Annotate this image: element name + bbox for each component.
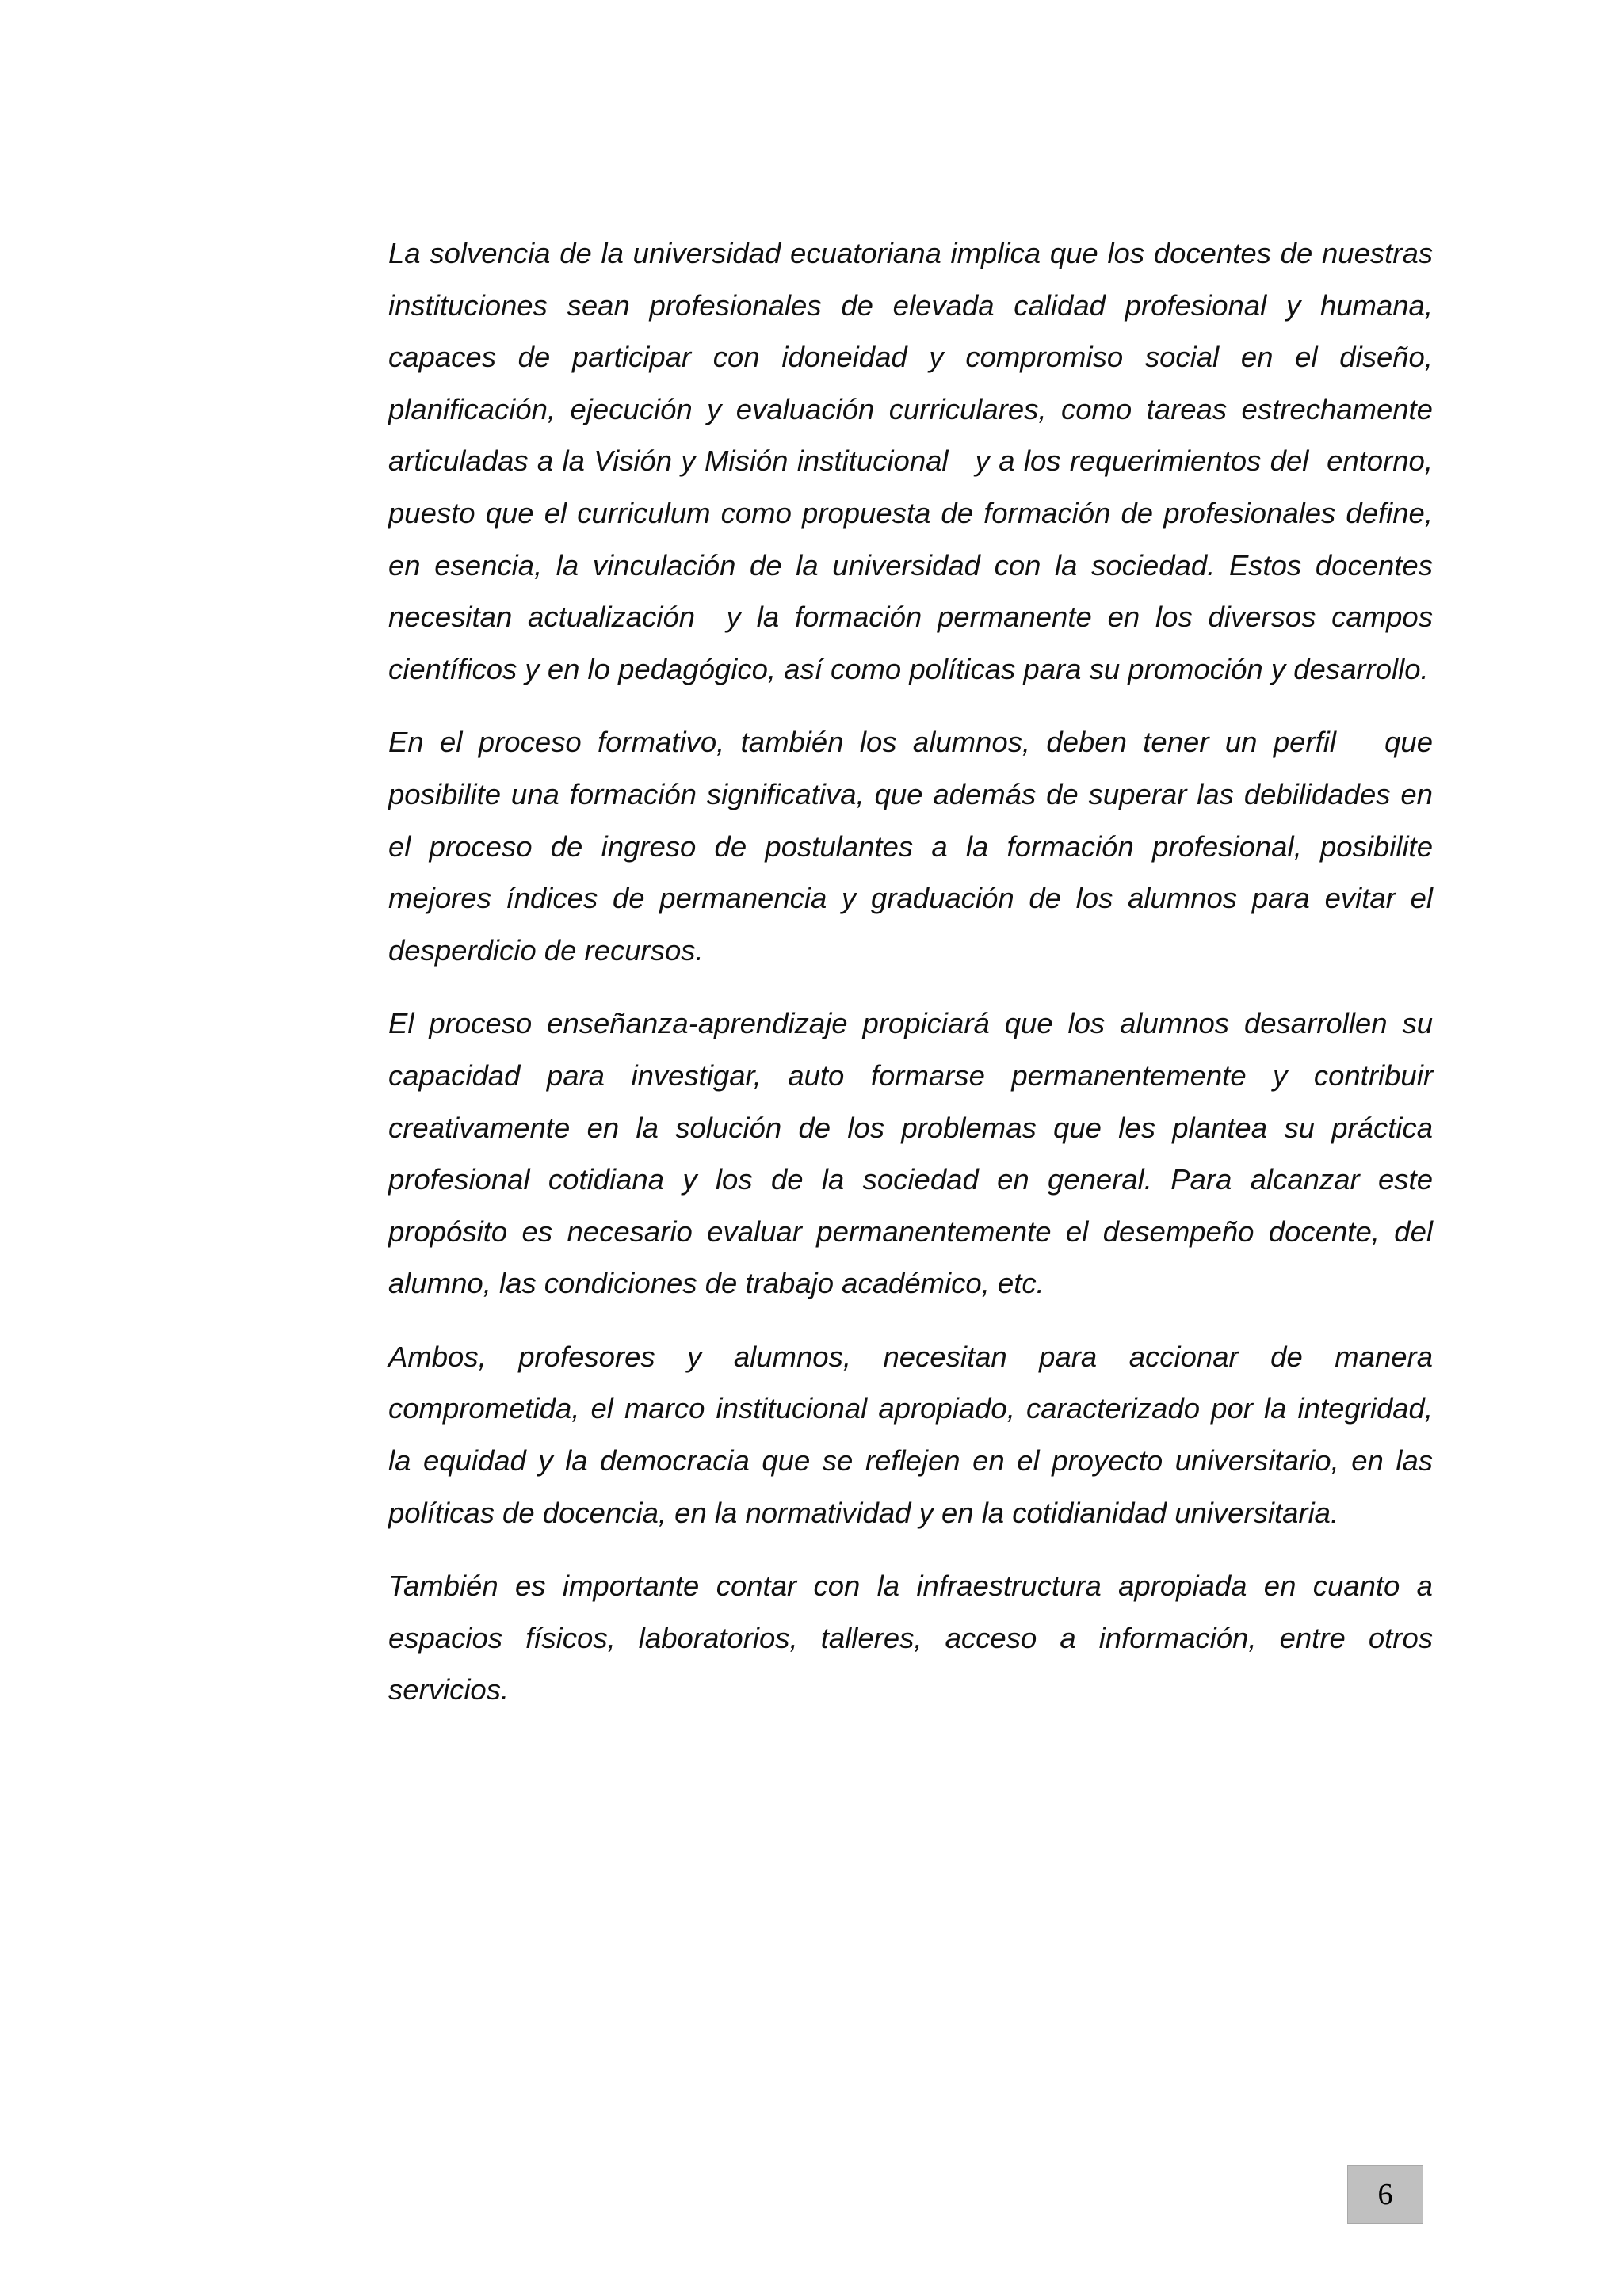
paragraph: La solvencia de la universidad ecuatoriana implica que los docentes de nuestras instituciones sean profesionales de elevada calidad profesional y humana, capaces de participar con idoneidad y compromiso social en el diseño, planificación, ejecución y evaluación curriculares, como tareas estrechamente articuladas a la Visión y Misión institucional y a los requerimientos del entorno, puesto que el curriculum como propuesta de formación de profesionales define, en esencia, la vinculación de la universidad con la sociedad. Estos docentes necesitan actualización y la formación permanente en los diversos campos científicos y en lo pedagógico, así como políticas para su promoción y desarrollo.: [388, 237, 1449, 685]
page-number: 6: [1347, 2165, 1423, 2224]
body-text: [388, 227, 1449, 1737]
paragraph: El proceso enseñanza-aprendizaje propiciará que los alumnos desarrollen su capacidad para investigar, auto formarse permanentemente y contribuir creativamente en la solución de los problemas que les plantea su práctica profesional cotidiana y los de la sociedad en general. Para alcanzar este propósito es necesario evaluar permanentemente el desempeño docente, del alumno, las condiciones de trabajo académico, etc.: [388, 1007, 1442, 1300]
paragraph: También es importante contar con la infraestructura apropiada en cuanto a espacios físicos, laboratorios, talleres, acceso a información, entre otros servicios.: [388, 1569, 1442, 1707]
paragraph: En el proceso formativo, también los alumnos, deben tener un perfil que posibilite una formación significativa, que además de superar las debilidades en el proceso de ingreso de postulantes a la formación profesional, posibilite mejores índices de permanencia y graduación de los alumnos para evitar el desperdicio de recursos.: [388, 726, 1442, 967]
paragraph: Ambos, profesores y alumnos, necesitan para accionar de manera comprometida, el marco institucional apropiado, caracterizado por la integridad, la equidad y la democracia que se reflejen en el proyecto universitario, en las políticas de docencia, en la normatividad y en la cotidianidad universitaria.: [388, 1340, 1442, 1529]
